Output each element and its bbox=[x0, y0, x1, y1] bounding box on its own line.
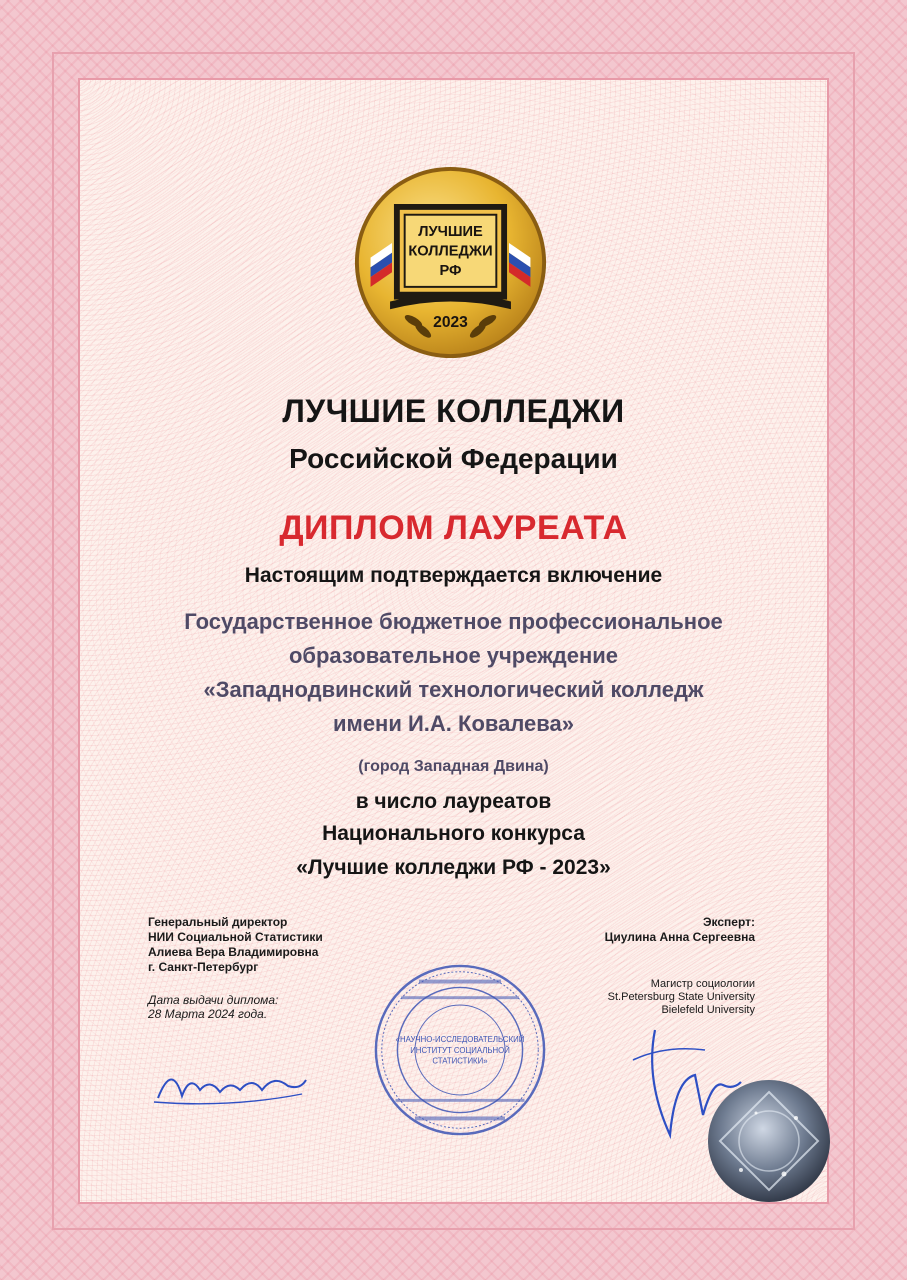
emblem-medal-icon bbox=[353, 165, 548, 360]
confirm-text: Настоящим подтверждается включение bbox=[244, 564, 663, 587]
inclusion-line-3: «Лучшие колледжи РФ - 2023» bbox=[296, 856, 611, 879]
right-degree: Магистр социологии bbox=[650, 978, 755, 990]
organization-line-2: образовательное учреждение bbox=[288, 643, 619, 668]
right-univ2: Bielefeld University bbox=[661, 1004, 755, 1016]
round-stamp-icon bbox=[372, 962, 548, 1138]
inclusion-line-2: Национального конкурса bbox=[322, 822, 585, 845]
date-value: 28 Марта 2024 года. bbox=[148, 1007, 268, 1021]
city-text: (город Западная Двина) bbox=[358, 758, 549, 775]
stamp-center-2: ИНСТИТУТ СОЦИАЛЬНОЙ bbox=[410, 1045, 510, 1055]
date-label: Дата выдачи диплома: bbox=[148, 993, 279, 1007]
right-credentials bbox=[608, 978, 755, 1017]
left-signatory bbox=[148, 915, 323, 975]
right-name: Циулина Анна Сергеевна bbox=[604, 930, 755, 944]
left-name: Алиева Вера Владимировна bbox=[148, 945, 319, 959]
stamp-center-3: СТАТИСТИКИ» bbox=[432, 1056, 488, 1066]
organization-line-4: имени И.А. Ковалева» bbox=[333, 711, 574, 736]
subtitle: Российской Федерации bbox=[289, 443, 618, 474]
title: ЛУЧШИЕ КОЛЛЕДЖИ bbox=[282, 393, 625, 429]
emblem-year: 2023 bbox=[433, 313, 468, 331]
diploma-heading: ДИПЛОМ ЛАУРЕАТА bbox=[279, 509, 628, 547]
inclusion-line-1: в число лауреатов bbox=[355, 790, 552, 813]
right-univ1: St.Petersburg State University bbox=[607, 991, 755, 1003]
left-org: НИИ Социальной Статистики bbox=[148, 930, 323, 944]
right-role: Эксперт: bbox=[702, 915, 755, 929]
emblem-line2: КОЛЛЕДЖИ bbox=[408, 243, 493, 260]
emblem-line3: РФ bbox=[439, 263, 462, 280]
organization-line-1: Государственное бюджетное профессиональное bbox=[184, 609, 723, 634]
left-role: Генеральный директор bbox=[148, 915, 288, 929]
stamp-center-1: «НАУЧНО-ИССЛЕДОВАТЕЛЬСКИЙ bbox=[395, 1035, 525, 1045]
emblem-line1: ЛУЧШИЕ bbox=[418, 224, 483, 241]
left-signature bbox=[150, 1050, 310, 1110]
issue-date bbox=[148, 993, 278, 1021]
left-city: г. Санкт-Петербург bbox=[148, 960, 259, 974]
organization-line-3: «Западнодвинский технологический колледж bbox=[203, 677, 704, 702]
hologram-icon bbox=[706, 1078, 832, 1204]
right-signatory bbox=[605, 915, 755, 945]
